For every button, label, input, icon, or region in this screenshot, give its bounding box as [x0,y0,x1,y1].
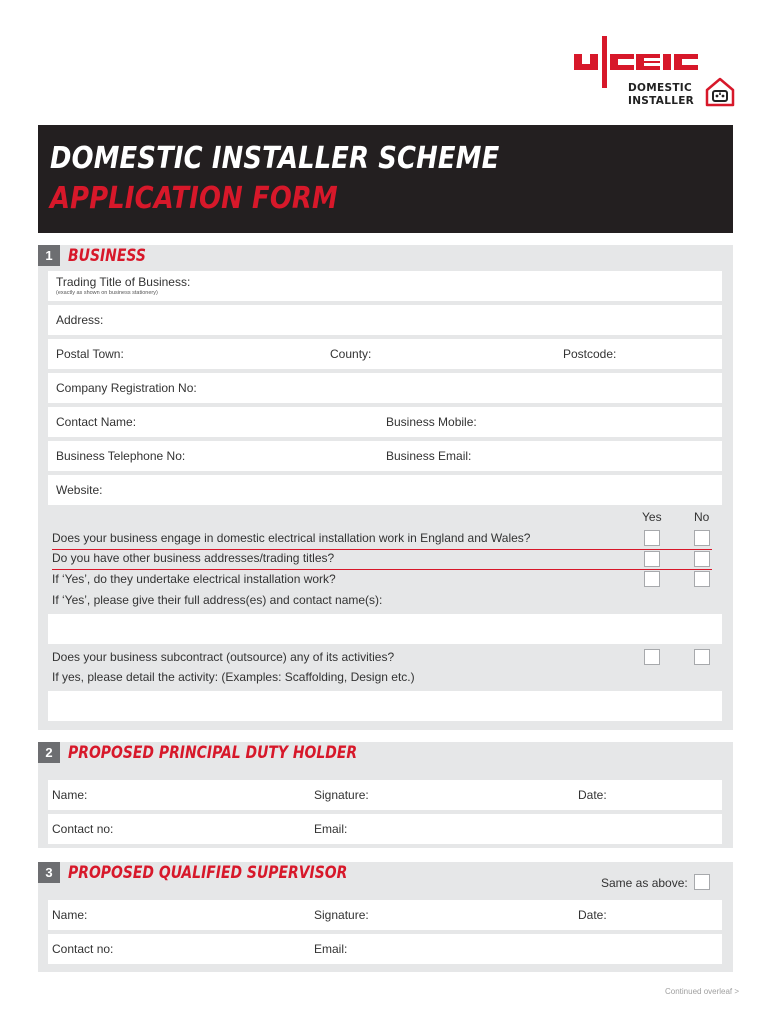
website-label: Website: [56,483,103,497]
section-title: PROPOSED PRINCIPAL DUTY HOLDER [68,743,358,763]
title-banner [38,125,733,233]
question-undertake-work: If ‘Yes’, do they undertake electrical installation work? [52,572,336,586]
pdh-name-label: Name: [52,788,88,802]
q3-no-checkbox[interactable] [694,571,710,587]
same-as-above-checkbox[interactable] [694,874,710,890]
pdh-contact-label: Contact no: [52,822,114,836]
section-principal-duty-holder [38,742,733,848]
qs-signature-label: Signature: [314,908,369,922]
divider-line [52,549,712,550]
qs-contact-label: Contact no: [52,942,114,956]
company-reg-field[interactable] [48,373,722,403]
niceic-logo [574,36,734,116]
section-business [38,245,733,730]
pdh-signature-label: Signature: [314,788,369,802]
section-number: 3 [38,862,60,883]
no-column-header: No [694,510,710,524]
contact-name-row[interactable] [48,407,722,437]
section-number: 2 [38,742,60,763]
pdh-date-label: Date: [578,788,607,802]
qs-name-row[interactable] [48,900,722,930]
q1-no-checkbox[interactable] [694,530,710,546]
q3-yes-checkbox[interactable] [644,571,660,587]
county-label: County: [330,347,372,361]
logo-text [628,82,694,108]
postcode-label: Postcode: [563,347,617,361]
trading-title-label: Trading Title of Business: [56,275,191,289]
subcontract-activity-field[interactable] [48,691,722,721]
question-other-addresses: Do you have other business addresses/trading titles? [52,551,335,565]
divider-line [52,569,712,570]
question-detail-activity: If yes, please detail the activity: (Examples: Scaffolding, Design etc.) [52,670,415,684]
postal-town-row[interactable] [48,339,722,369]
qs-contact-row[interactable] [48,934,722,964]
q1-yes-checkbox[interactable] [644,530,660,546]
address-label: Address: [56,313,104,327]
business-mobile-label: Business Mobile: [386,415,477,429]
contact-name-label: Contact Name: [56,415,137,429]
qs-date-label: Date: [578,908,607,922]
qs-email-label: Email: [314,942,348,956]
yes-column-header: Yes [642,510,662,524]
form-subtitle: APPLICATION FORM [50,181,338,216]
telephone-row[interactable] [48,441,722,471]
website-field[interactable] [48,475,722,505]
q2-no-checkbox[interactable] [694,551,710,567]
address-field[interactable] [48,305,722,335]
section-title: PROPOSED QUALIFIED SUPERVISOR [68,863,348,883]
qs-name-label: Name: [52,908,88,922]
pdh-name-row[interactable] [48,780,722,810]
logo-line1: DOMESTIC [628,82,693,94]
trading-title-field[interactable] [48,271,722,301]
logo-letters [574,54,714,70]
postal-town-label: Postal Town: [56,347,124,361]
section-number: 1 [38,245,60,266]
q2-yes-checkbox[interactable] [644,551,660,567]
q5-no-checkbox[interactable] [694,649,710,665]
company-reg-label: Company Registration No: [56,381,197,395]
business-email-label: Business Email: [386,449,472,463]
business-telephone-label: Business Telephone No: [56,449,186,463]
continued-overleaf: Continued overleaf > [665,987,740,996]
logo-line2: INSTALLER [628,95,695,107]
question-domestic-work: Does your business engage in domestic electrical installation work in England and Wales? [52,531,531,545]
pdh-email-label: Email: [314,822,348,836]
question-give-addresses: If ‘Yes’, please give their full address(es) and contact name(s): [52,593,383,607]
section-title: BUSINESS [68,246,146,266]
other-addresses-field[interactable] [48,614,722,644]
pdh-contact-row[interactable] [48,814,722,844]
q5-yes-checkbox[interactable] [644,649,660,665]
question-subcontract: Does your business subcontract (outsource) any of its activities? [52,650,395,664]
form-title: DOMESTIC INSTALLER SCHEME [50,141,500,176]
section-qualified-supervisor [38,862,733,972]
house-socket-icon [704,76,736,108]
trading-title-note: (exactly as shown on business stationery) [56,290,158,296]
same-as-above-label: Same as above: [601,876,688,890]
